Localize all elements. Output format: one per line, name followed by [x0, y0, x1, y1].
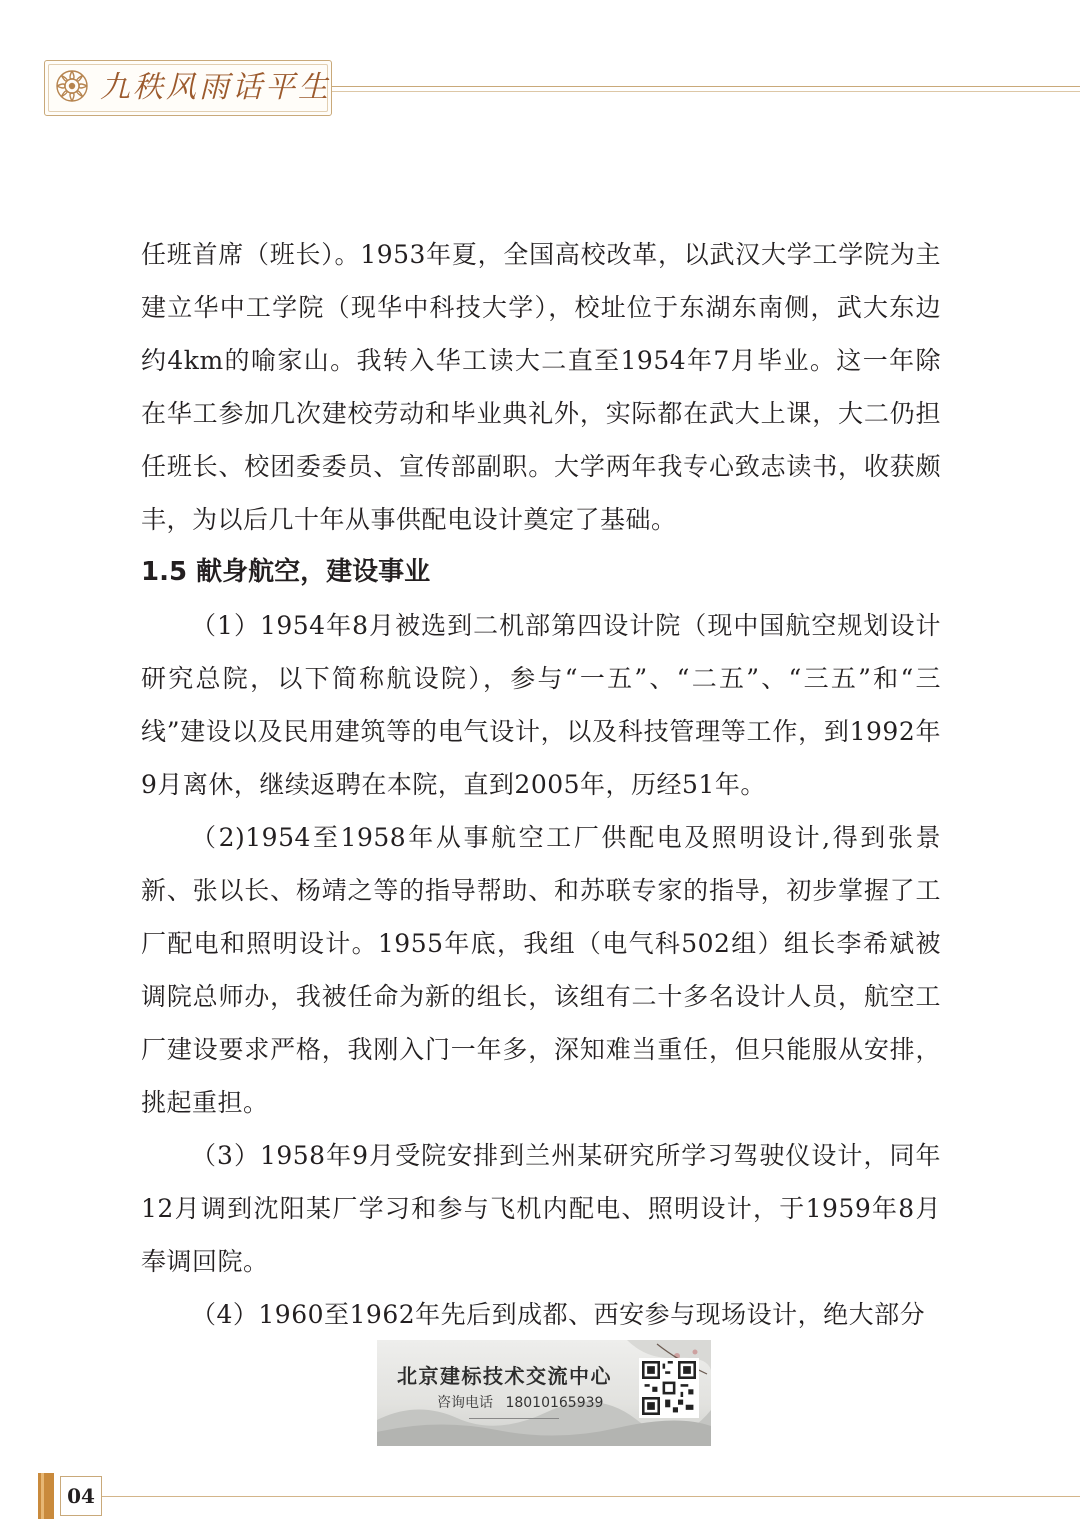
watermark-title: 北京建标技术交流中心 — [397, 1364, 612, 1388]
watermark-phone — [437, 1392, 603, 1412]
header-rule-secondary — [332, 91, 1080, 92]
page-body — [141, 228, 941, 1341]
qr-code-icon — [639, 1358, 699, 1418]
paragraph-item-1: （1）1954年8月被选到二机部第四设计院（现中国航空规划设计研究总院，以下简称航设院），参与“一五”、“二五”、“三五”和“三线”建设以及民用建筑等的电气设计，以及科技管理等工作，到1992年9月离休，继续返聘在本院，直到2005年，历经51年。 — [141, 611, 941, 799]
paragraph-item-4: （4）1960至1962年先后到成都、西安参与现场设计，绝大部分 — [191, 1300, 926, 1329]
section-heading: 1.5 献身航空，建设事业 — [141, 557, 431, 587]
phone-number: 18010165939 — [505, 1395, 604, 1411]
footer-rule — [102, 1496, 1080, 1497]
header-rule — [332, 86, 1080, 87]
paragraph-item-3: （3）1958年9月受院安排到兰州某研究所学习驾驶仪设计，同年12月调到沈阳某厂学习和参与飞机内配电、照明设计，于1959年8月奉调回院。 — [141, 1141, 941, 1276]
flower-emblem-icon — [54, 68, 90, 104]
page-number: 04 — [60, 1476, 102, 1516]
watermark-divider — [469, 1418, 559, 1419]
footer-accent-stripe — [41, 1473, 44, 1519]
paragraph-continued: 任班首席（班长）。1953年夏，全国高校改革，以武汉大学工学院为主建立华中工学院（现华中科技大学），校址位于东湖东南侧，武大东边约4km的喻家山。我转入华工读大二直至1954年7月毕业。这一年除在华工参加几次建校劳动和毕业典礼外，实际都在武大上课，大二仍担任班长、校团委委员、宣传部副职。大学两年我专心致志读书，收获颇丰，为以后几十年从事供配电设计奠定了基础。 — [141, 240, 941, 534]
phone-label: 咨询电话 — [437, 1395, 493, 1411]
paragraph-item-2: （2)1954至1958年从事航空工厂供配电及照明设计,得到张景新、张以长、杨靖之等的指导帮助、和苏联专家的指导，初步掌握了工厂配电和照明设计。1955年底，我组（电气科502组）组长李希斌被调院总师办，我被任命为新的组长，该组有二十多名设计人员，航空工厂建设要求严格，我刚入门一年多，深知难当重任，但只能服从安排，挑起重担。 — [141, 823, 941, 1117]
book-title: 九秩风雨话平生 — [100, 70, 331, 105]
watermark-banner — [377, 1340, 711, 1446]
